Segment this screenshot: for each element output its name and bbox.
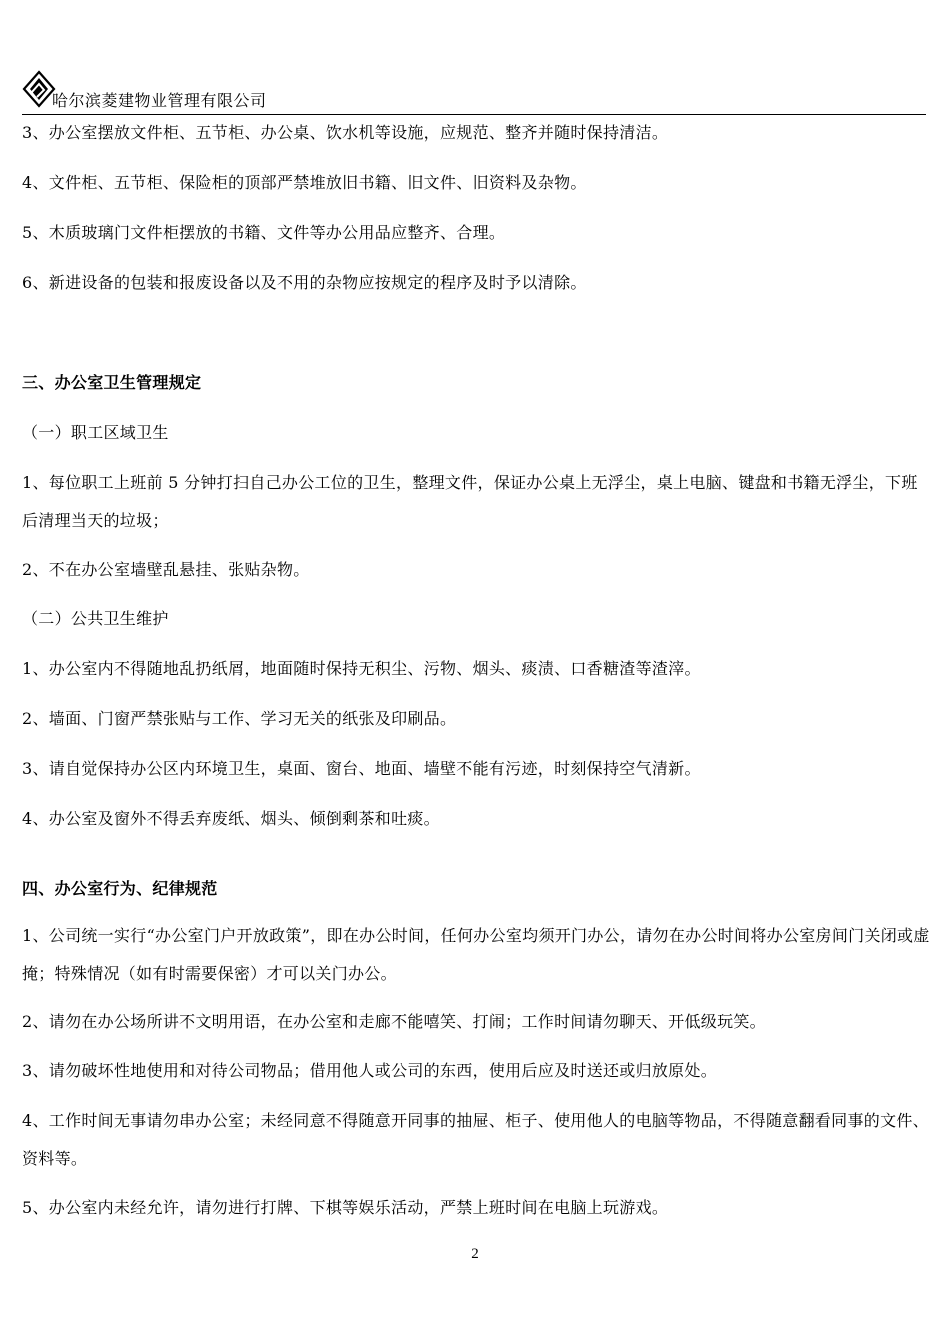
rule-item-4: 4、文件柜、五节柜、保险柜的顶部严禁堆放旧书籍、旧文件、旧资料及杂物。 <box>22 173 587 192</box>
page-number: 2 <box>471 1246 479 1262</box>
subsection-heading-1: （一）职工区域卫生 <box>22 423 169 442</box>
section-heading-3: 三、办公室卫生管理规定 <box>22 373 202 392</box>
hygiene-item-1: 1、每位职工上班前 5 分钟打扫自己办公工位的卫生，整理文件，保证办公桌上无浮尘，桌上电脑、键盘和书籍无浮尘，下班后清理当天的垃圾； <box>22 473 918 530</box>
conduct-item-2: 2、请勿在办公场所讲不文明用语，在办公室和走廊不能嘻笑、打闹；工作时间请勿聊天、开低级玩笑。 <box>22 1012 766 1031</box>
rule-item-5: 5、木质玻璃门文件柜摆放的书籍、文件等办公用品应整齐、合理。 <box>22 223 506 242</box>
hygiene-item-2: 2、不在办公室墙壁乱悬挂、张贴杂物。 <box>22 560 310 579</box>
subsection-heading-2: （二）公共卫生维护 <box>22 609 169 628</box>
public-item-1: 1、办公室内不得随地乱扔纸屑，地面随时保持无积尘、污物、烟头、痰渍、口香糖渣等渣滓。 <box>22 659 701 678</box>
page-header <box>22 68 926 115</box>
section-heading-4: 四、办公室行为、纪律规范 <box>22 879 218 898</box>
conduct-item-5: 5、办公室内未经允许，请勿进行打牌、下棋等娱乐活动，严禁上班时间在电脑上玩游戏。 <box>22 1198 669 1217</box>
conduct-item-4: 4、工作时间无事请勿串办公室；未经同意不得随意开同事的抽屉、柜子、使用他人的电脑等物品，不得随意翻看同事的文件、资料等。 <box>22 1111 929 1168</box>
conduct-item-1: 1、公司统一实行“办公室门户开放政策”，即在办公时间，任何办公室均须开门办公，请勿在办公时间将办公室房间门关闭或虚掩；特殊情况（如有时需要保密）才可以关门办公。 <box>22 926 930 983</box>
conduct-item-3: 3、请勿破坏性地使用和对待公司物品；借用他人或公司的东西，使用后应及时送还或归放原处。 <box>22 1061 718 1080</box>
public-item-3: 3、请自觉保持办公区内环境卫生，桌面、窗台、地面、墙壁不能有污迹，时刻保持空气清新。 <box>22 759 701 778</box>
company-name: 哈尔滨菱建物业管理有限公司 <box>52 91 267 110</box>
public-item-2: 2、墙面、门窗严禁张贴与工作、学习无关的纸张及印刷品。 <box>22 709 457 728</box>
public-item-4: 4、办公室及窗外不得丢弃废纸、烟头、倾倒剩茶和吐痰。 <box>22 809 440 828</box>
rule-item-3: 3、办公室摆放文件柜、五节柜、办公桌、饮水机等设施，应规范、整齐并随时保持清洁。 <box>22 123 669 142</box>
rule-item-6: 6、新进设备的包装和报废设备以及不用的杂物应按规定的程序及时予以清除。 <box>22 273 587 292</box>
company-logo-icon <box>22 70 56 108</box>
